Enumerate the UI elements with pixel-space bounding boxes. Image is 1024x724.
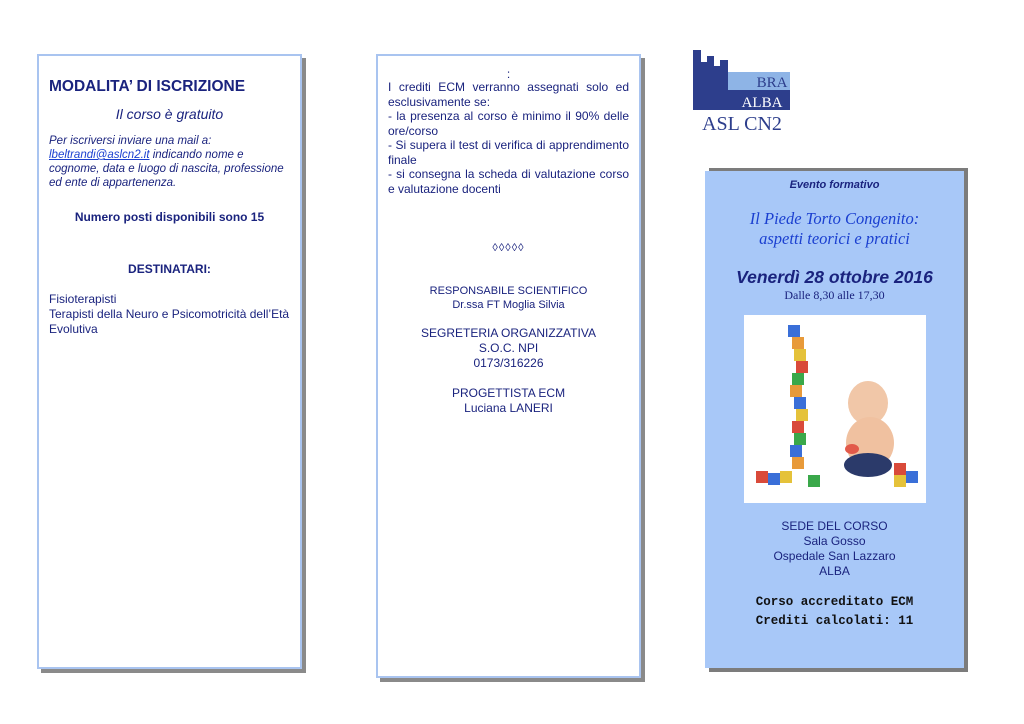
venue-city: ALBA: [819, 564, 850, 578]
seats-info: Numero posti disponibili sono 15: [74, 210, 265, 224]
registration-instructions: [49, 134, 290, 190]
event-panel: [705, 171, 964, 668]
designer-head: PROGETTISTA ECM: [451, 386, 566, 400]
event-date: Venerdì 28 ottobre 2016: [736, 267, 933, 287]
course-title-line1: Il Piede Torto Congenito:: [749, 209, 920, 228]
logo-bra-text: BRA: [756, 75, 788, 91]
instructions-line2: indicando nome e cognome, data e luogo di nascita, professione ed ente di appartenenza.: [49, 149, 284, 189]
baby-blocks-illustration: [744, 315, 926, 503]
baby-blocks-image: [744, 315, 926, 503]
venue-room: Sala Gosso: [803, 534, 866, 548]
logo-graphic: [692, 48, 792, 134]
asl-cn2-logo: [692, 48, 792, 134]
secretariat-phone: 0173/316226: [473, 356, 544, 370]
credit-condition: - Si supera il test di verifica di apprendimento finale: [388, 138, 629, 167]
accreditation-note: Corso accreditato ECM: [755, 595, 914, 609]
ornament-divider: ◊◊◊◊◊: [492, 242, 525, 254]
event-hours: Dalle 8,30 alle 17,30: [784, 288, 885, 302]
venue-head: SEDE DEL CORSO: [781, 519, 888, 533]
registration-heading: MODALITA’ DI ISCRIZIONE: [49, 78, 246, 95]
logo-alba-text: ALBA: [741, 95, 783, 111]
scientific-head: RESPONSABILE SCIENTIFICO: [429, 285, 588, 297]
audience-list: [49, 292, 290, 337]
secretariat-head: SEGRETERIA ORGANIZZATIVA: [421, 326, 596, 340]
colon-mark: :: [506, 67, 511, 81]
scientific-name: Dr.ssa FT Moglia Silvia: [452, 299, 565, 311]
credit-condition: - si consegna la scheda di valutazione corso e valutazione docenti: [388, 167, 629, 196]
audience-item: Fisioterapisti: [49, 292, 117, 306]
course-title-line2: aspetti teorici e pratici: [759, 229, 910, 248]
designer-name: Luciana LANERI: [464, 401, 553, 415]
venue-hospital: Ospedale San Lazzaro: [773, 549, 896, 563]
free-course-note: Il corso è gratuito: [115, 106, 224, 122]
secretariat-unit: S.O.C. NPI: [478, 341, 539, 355]
registration-panel: [37, 54, 302, 669]
logo-asl-text: ASL CN2: [702, 113, 782, 134]
audience-heading: DESTINATARI:: [128, 262, 211, 276]
credit-condition: - la presenza al corso è minimo il 90% delle ore/corso: [388, 109, 629, 138]
credits-panel: [376, 54, 641, 678]
event-label: Evento formativo: [789, 179, 880, 191]
credits-count: Crediti calcolati: 11: [755, 614, 914, 628]
email-link[interactable]: lbeltrandi@aslcn2.it: [49, 149, 150, 161]
instructions-line1: Per iscriversi inviare una mail a:: [49, 135, 212, 147]
credits-intro: I crediti ECM verranno assegnati solo ed esclusivamente se:: [388, 80, 629, 109]
audience-item: Terapisti della Neuro e Psicomotricità dell’Età Evolutiva: [49, 307, 290, 336]
